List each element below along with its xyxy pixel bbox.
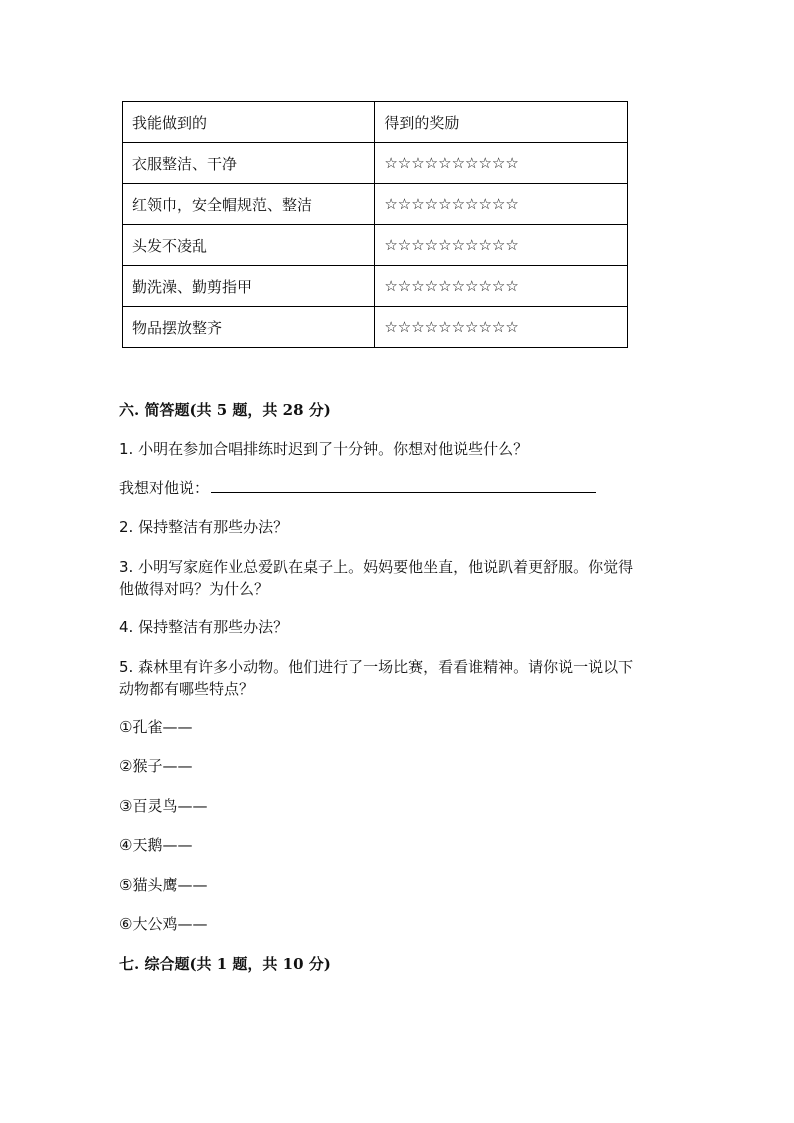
- reward-stars: ☆☆☆☆☆☆☆☆☆☆: [375, 225, 628, 266]
- item-cell: 红领巾，安全帽规范、整洁: [123, 184, 375, 225]
- item-cell: 勤洗澡、勤剪指甲: [123, 266, 375, 307]
- answer-prompt: [119, 477, 679, 499]
- question-3-line-2: 他做得对吗？为什么？: [119, 580, 270, 598]
- answer-prompt-label: 我想对他说：: [119, 479, 210, 497]
- table-row: [123, 143, 628, 184]
- animal-item: ⑥大公鸡——: [119, 915, 208, 933]
- question-5-line-1: 5. 森林里有许多小动物。他们进行了一场比赛，看看谁精神。请你说一说以下: [119, 658, 634, 676]
- question-3-line-1: 3. 小明写家庭作业总爱趴在桌子上。妈妈要他坐直，他说趴着更舒服。你觉得: [119, 558, 634, 576]
- header-cell: 得到的奖励: [375, 102, 628, 143]
- question-5-line-2: 动物都有哪些特点？: [119, 680, 255, 698]
- item-cell: 物品摆放整齐: [123, 307, 375, 348]
- item-cell: 头发不凌乱: [123, 225, 375, 266]
- table-row: [123, 225, 628, 266]
- animal-item: ②猴子——: [119, 757, 193, 775]
- table-row: [123, 307, 628, 348]
- answer-line[interactable]: [211, 478, 596, 493]
- table-header-row: [123, 102, 628, 143]
- reward-stars: ☆☆☆☆☆☆☆☆☆☆: [375, 184, 628, 225]
- question-1: 1. 小明在参加合唱排练时迟到了十分钟。你想对他说些什么？: [119, 440, 529, 458]
- animal-item: ③百灵鸟——: [119, 797, 208, 815]
- header-cell: 我能做到的: [123, 102, 375, 143]
- item-cell: 衣服整洁、干净: [123, 143, 375, 184]
- table-row: [123, 184, 628, 225]
- animal-item: ④天鹅——: [119, 836, 193, 854]
- question-4: 4. 保持整洁有那些办法？: [119, 618, 289, 636]
- table-row: [123, 266, 628, 307]
- animal-item: ⑤猫头鹰——: [119, 876, 208, 894]
- section-7-title: 七. 综合题(共 1 题，共 10 分): [119, 955, 331, 973]
- section-6-title: 六. 简答题(共 5 题，共 28 分): [119, 401, 331, 419]
- reward-stars: ☆☆☆☆☆☆☆☆☆☆: [375, 307, 628, 348]
- reward-stars: ☆☆☆☆☆☆☆☆☆☆: [375, 266, 628, 307]
- reward-stars: ☆☆☆☆☆☆☆☆☆☆: [375, 143, 628, 184]
- question-2: 2. 保持整洁有那些办法？: [119, 518, 289, 536]
- animal-item: ①孔雀——: [119, 718, 193, 736]
- reward-table: [122, 101, 628, 348]
